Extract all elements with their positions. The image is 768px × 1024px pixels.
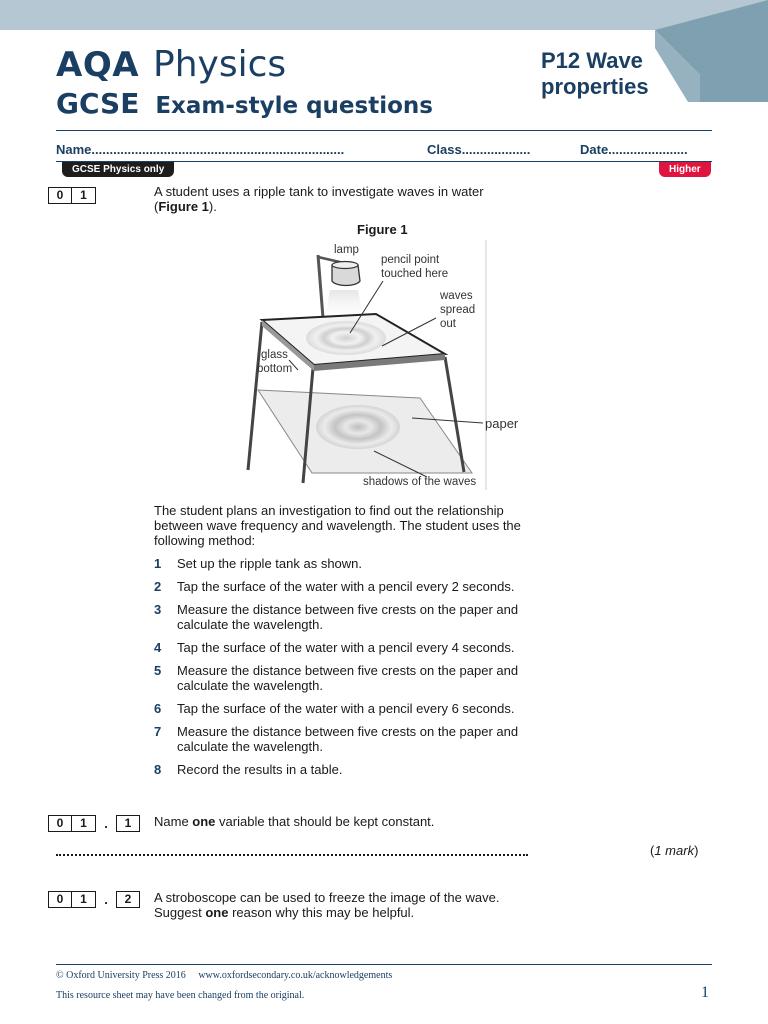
marks-indicator: (1 mark) (650, 843, 699, 858)
topic-title-line1: P12 Wave (541, 48, 643, 73)
method-step (154, 640, 574, 655)
method-step (154, 762, 574, 777)
step-number: 4 (154, 640, 162, 655)
step-text: Set up the ripple tank as shown. (177, 556, 363, 571)
question-dot: . (104, 816, 108, 831)
step-text: Measure the distance between five crests on the paper and calculate the wavelength. (177, 602, 519, 632)
method-step (154, 701, 574, 716)
step-text: Record the results in a table. (177, 762, 343, 777)
step-text: Tap the surface of the water with a pencil every 2 seconds. (177, 579, 515, 594)
topic-title-line2: properties (541, 74, 649, 99)
question-digit: 0 (48, 815, 72, 832)
question-digit: 1 (72, 891, 96, 908)
question-01-2-text: A stroboscope can be used to freeze the image of the wave. Suggest one reason why this may be helpful. (154, 890, 500, 920)
date-field: Date...................... (580, 142, 688, 157)
question-digit: 1 (72, 187, 96, 204)
method-intro: The student plans an investigation to find out the relationship between wave frequency and wavelength. The student uses the following method: (154, 503, 521, 548)
question-number-01-2 (48, 891, 140, 908)
higher-tier-tag: Higher (659, 162, 711, 177)
question-number-01 (48, 187, 96, 204)
question-digit: 0 (48, 891, 72, 908)
method-step (154, 556, 574, 571)
question-01-stem-line1: A student uses a ripple tank to investigate waves in water (154, 184, 484, 199)
step-number: 1 (154, 556, 162, 571)
topic-title (541, 48, 681, 100)
step-number: 2 (154, 579, 162, 594)
question-digit: 1 (116, 815, 140, 832)
brand-subtitle: Exam-style questions (155, 93, 433, 119)
step-number: 7 (154, 724, 162, 739)
step-number: 5 (154, 663, 162, 678)
ripple-tank-figure (240, 240, 519, 490)
step-number: 3 (154, 602, 162, 617)
question-01-1-text: Name one variable that should be kept constant. (154, 814, 435, 829)
student-info-row (56, 142, 712, 160)
footer-note: This resource sheet may have been changed from the original. (56, 990, 305, 1001)
step-text: Measure the distance between five crests on the paper and calculate the wavelength. (177, 724, 519, 754)
label-waves-2: spread (440, 304, 476, 316)
name-field: Name...................................................................... (56, 142, 345, 157)
footer-copyright-row (56, 970, 392, 981)
brand-block (56, 44, 433, 120)
page-number: 1 (701, 984, 709, 1001)
label-glass-1: glass (261, 349, 288, 361)
question-number-01-1 (48, 815, 140, 832)
brand-level: GCSE (56, 87, 140, 120)
figure-title: Figure 1 (357, 222, 408, 237)
question-01-stem (154, 184, 554, 214)
step-text: Measure the distance between five crests on the paper and calculate the wavelength. (177, 663, 519, 693)
label-waves-3: out (440, 318, 456, 330)
question-digit: 1 (72, 815, 96, 832)
physics-only-tag: GCSE Physics only (62, 162, 174, 177)
label-shadows: shadows of the waves (363, 476, 477, 488)
method-steps-list (154, 556, 574, 785)
step-number: 6 (154, 701, 162, 716)
step-text: Tap the surface of the water with a pencil every 6 seconds. (177, 701, 515, 716)
answer-line[interactable] (56, 844, 528, 856)
step-text: Tap the surface of the water with a pencil every 4 seconds. (177, 640, 515, 655)
question-dot: . (104, 892, 108, 907)
class-field: Class................... (427, 142, 531, 157)
brand-aqa: AQA (56, 45, 140, 85)
header-rule-top (56, 130, 712, 131)
method-step (154, 579, 574, 594)
brand-subject: Physics (153, 44, 287, 85)
question-digit: 2 (116, 891, 140, 908)
question-digit: 0 (48, 187, 72, 204)
question-01-stem-line2: (Figure 1). (154, 199, 217, 214)
footer-url[interactable]: www.oxfordsecondary.co.uk/acknowledgements (198, 970, 393, 981)
label-glass-2: bottom (257, 363, 293, 375)
label-pencil-point-1: pencil point (381, 254, 440, 266)
method-step (154, 724, 574, 754)
method-step (154, 663, 574, 693)
label-paper: paper (485, 416, 519, 431)
method-step (154, 602, 574, 632)
footer-copyright: © Oxford University Press 2016 (56, 970, 186, 981)
footer-rule (56, 964, 712, 965)
label-pencil-point-2: touched here (381, 268, 449, 280)
step-number: 8 (154, 762, 162, 777)
label-waves-1: waves (440, 290, 473, 302)
label-lamp: lamp (334, 244, 359, 256)
